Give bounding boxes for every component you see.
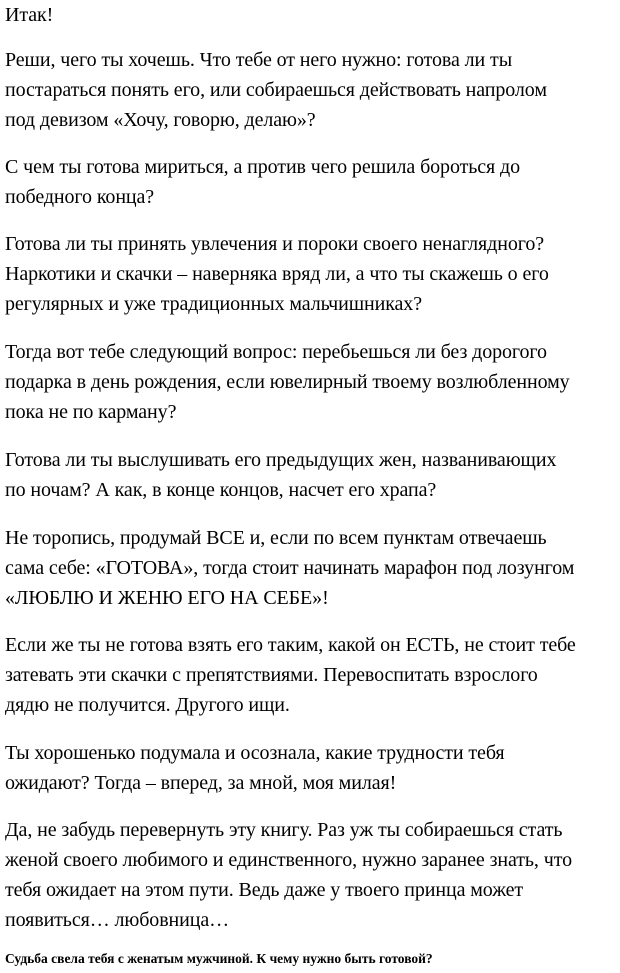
text-line: Ты хорошенько подумала и осознала, какие трудности тебя: [5, 742, 505, 764]
text-line: регулярных и уже традиционных мальчишниках?: [5, 293, 422, 315]
text-line: по ночам? А как, в конце концов, насчет его храпа?: [5, 479, 437, 501]
text-line: появиться… любовница…: [5, 909, 230, 931]
running-footer: Судьба свела тебя с женатым мужчиной. К чему нужно быть готовой?: [5, 951, 433, 966]
paragraph-7: [5, 523, 617, 613]
paragraph-4: [5, 229, 617, 319]
text-line: «ЛЮБЛЮ И ЖЕНЮ ЕГО НА СЕБЕ»!: [5, 587, 329, 609]
paragraph-3: [5, 152, 617, 212]
text-line: Не торопись, продумай ВСЕ и, если по всем пунктам отвечаешь: [5, 527, 547, 549]
text-line: Реши, чего ты хочешь. Что тебе от него нужно: готова ли ты: [5, 49, 513, 71]
text-line: Итак!: [5, 4, 54, 26]
text-line: под девизом «Хочу, говорю, делаю»?: [5, 109, 316, 131]
paragraph-8: [5, 630, 617, 720]
text-line: подарка в день рождения, если ювелирный твоему возлюбленному: [5, 371, 570, 393]
paragraph-6: [5, 445, 617, 505]
paragraph-10: [5, 815, 617, 935]
paragraph-2: [5, 45, 617, 135]
text-line: Готова ли ты принять увлечения и пороки своего ненаглядного?: [5, 233, 545, 255]
text-line: затевать эти скачки с препятствиями. Перевоспитать взрослого: [5, 664, 538, 686]
text-line: победного конца?: [5, 186, 155, 208]
text-line: пока не по карману?: [5, 401, 177, 423]
text-line: ожидают? Тогда – вперед, за мной, моя милая!: [5, 772, 397, 794]
text-line: тебя ожидает на этом пути. Ведь даже у твоего принца может: [5, 879, 524, 901]
text-line: женой своего любимого и единственного, нужно заранее знать, что: [5, 849, 572, 871]
paragraph-5: [5, 337, 617, 427]
text-line: Наркотики и скачки – наверняка вряд ли, а что ты скажешь о его: [5, 263, 549, 285]
text-line: Да, не забудь перевернуть эту книгу. Раз уж ты собираешься стать: [5, 819, 563, 841]
text-line: С чем ты готова мириться, а против чего решила бороться до: [5, 156, 520, 178]
text-line: Тогда вот тебе следующий вопрос: перебьешься ли без дорогого: [5, 341, 547, 363]
text-line: Готова ли ты выслушивать его предыдущих жен, названивающих: [5, 449, 557, 471]
text-line: Если же ты не готова взять его таким, какой он ЕСТЬ, не стоит тебе: [5, 634, 576, 656]
text-line: дядю не получится. Другого ищи.: [5, 694, 290, 716]
paragraph-1: [5, 0, 617, 30]
text-line: сама себе: «ГОТОВА», тогда стоит начинать марафон под лозунгом: [5, 557, 575, 579]
paragraph-9: [5, 738, 617, 798]
text-line: постараться понять его, или собираешься действовать напролом: [5, 79, 547, 101]
